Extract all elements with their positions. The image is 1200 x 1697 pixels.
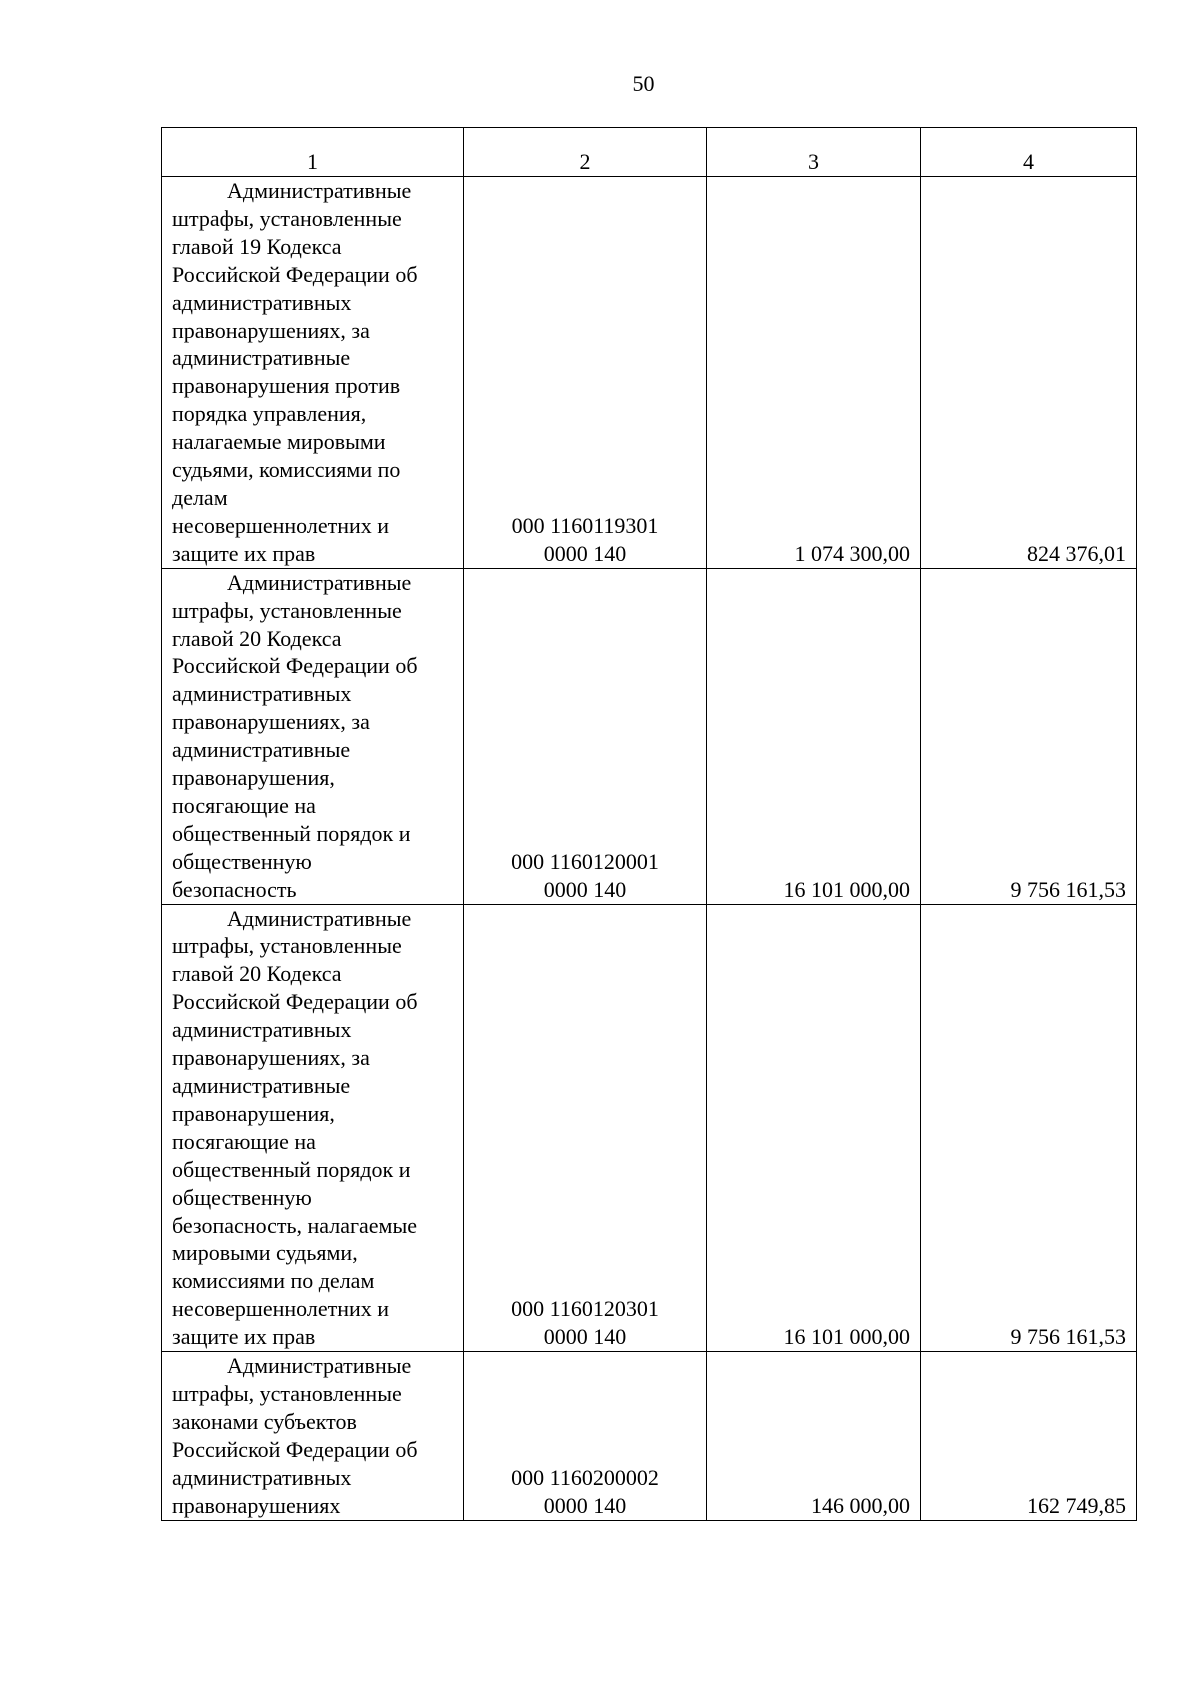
planned-amount: 146 000,00 [707,1352,921,1520]
actual-amount: 9 756 161,53 [921,904,1137,1352]
table-row [162,1352,1137,1520]
budget-code: 000 1160200002 0000 140 [464,1352,707,1520]
actual-amount: 162 749,85 [921,1352,1137,1520]
revenue-name-cell [162,904,464,1352]
page-number: 50 [632,71,655,96]
budget-code: 000 1160119301 0000 140 [464,177,707,569]
revenue-name-cell [162,1352,464,1520]
planned-amount: 16 101 000,00 [707,904,921,1352]
table-header [162,128,1137,177]
planned-amount: 16 101 000,00 [707,568,921,904]
budget-code: 000 1160120001 0000 140 [464,568,707,904]
header-row [162,128,1137,177]
column-header-4: 4 [921,128,1137,177]
revenue-name: Административные штрафы, установленные главой 20 Кодекса Российской Федерации об административных правонарушениях, за административные правонарушения, посягающие на общественный порядок и общественную безопасность [172,569,418,902]
revenue-name: Административные штрафы, установленные главой 19 Кодекса Российской Федерации об административных правонарушениях, за административные правонарушения против порядка управления, налагаемые мировыми судьями, комиссиями по делам несовершеннолетних и защите их прав [172,178,418,566]
revenue-name-cell [162,568,464,904]
revenue-name-cell [162,177,464,569]
revenue-table [161,127,1137,1521]
column-header-3: 3 [707,128,921,177]
column-header-2: 2 [464,128,707,177]
table-row [162,568,1137,904]
table-row [162,904,1137,1352]
actual-amount: 824 376,01 [921,177,1137,569]
table-row [162,177,1137,569]
revenue-name: Административные штрафы, установленные законами субъектов Российской Федерации об административных правонарушениях [172,1353,418,1518]
column-header-1: 1 [162,128,464,177]
actual-amount: 9 756 161,53 [921,568,1137,904]
table-body [162,177,1137,1521]
planned-amount: 1 074 300,00 [707,177,921,569]
budget-code: 000 1160120301 0000 140 [464,904,707,1352]
revenue-name: Административные штрафы, установленные главой 20 Кодекса Российской Федерации об административных правонарушениях, за административные правонарушения, посягающие на общественный порядок и общественную безопасность, налагаемые мировыми судьями, комиссиями по делам несовершеннолетних и защите их прав [172,905,418,1350]
